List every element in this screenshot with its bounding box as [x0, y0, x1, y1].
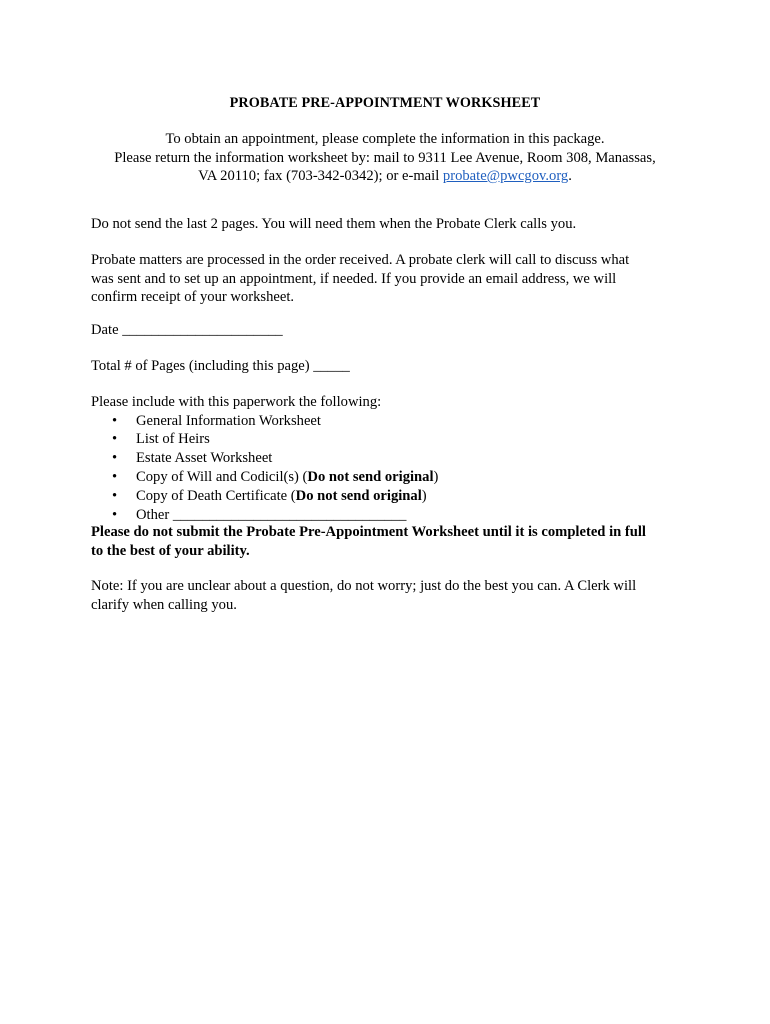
processing-line-1: Probate matters are processed in the order received. A probate clerk will call to discuss what — [91, 252, 630, 268]
list-item-text: List of Heirs — [136, 431, 210, 448]
include-section — [91, 393, 681, 525]
intro-line-3 — [80, 167, 690, 186]
list-item-text: General Information Worksheet — [136, 412, 321, 429]
intro-paragraph — [80, 130, 690, 186]
include-list — [91, 412, 681, 525]
email-link[interactable]: probate@pwcgov.org — [442, 168, 569, 184]
intro-line-1: To obtain an appointment, please complete the information in this package. — [165, 131, 605, 147]
date-field-text: Date ______________________ — [91, 322, 283, 338]
processing-line-3: confirm receipt of your worksheet. — [91, 289, 295, 305]
total-pages-text: Total # of Pages (including this page) _____ — [91, 358, 350, 374]
bullet-icon: • — [112, 469, 118, 486]
bullet-icon: • — [112, 506, 118, 523]
processing-line-2: was sent and to set up an appointment, if needed. If you provide an email address, we will — [91, 270, 617, 287]
bullet-icon: • — [112, 431, 118, 448]
date-field — [91, 321, 681, 340]
page-title: PROBATE PRE-APPOINTMENT WORKSHEET — [229, 95, 541, 111]
note-line-2: clarify when calling you. — [91, 596, 237, 613]
list-item-text: Estate Asset Worksheet — [136, 450, 273, 467]
total-pages-field — [91, 357, 681, 376]
warning-line-1: Please do not submit the Probate Pre-Appointment Worksheet until it is completed in full — [91, 524, 646, 540]
do-not-send-text: Do not send the last 2 pages. You will need them when the Probate Clerk calls you. — [91, 216, 577, 232]
list-item — [91, 468, 681, 487]
list-item — [91, 449, 681, 468]
include-heading: Please include with this paperwork the following: — [91, 394, 382, 410]
list-item-close: ) — [421, 488, 427, 505]
bullet-icon: • — [112, 488, 118, 505]
list-item-emphasis: Do not send original — [307, 469, 434, 486]
list-item-emphasis: Do not send original — [295, 488, 422, 505]
bullet-icon: • — [112, 450, 118, 467]
intro-line-3-prefix: VA 20110; fax (703-342-0342); or e-mail — [198, 168, 443, 184]
list-item — [91, 487, 681, 506]
processing-paragraph — [91, 251, 681, 307]
intro-line-2: Please return the information worksheet by: mail to 9311 Lee Avenue, Room 308, Manassas, — [114, 149, 656, 166]
warning-line-2: to the best of your ability. — [91, 542, 250, 559]
bullet-icon: • — [112, 412, 118, 429]
list-item-close: ) — [433, 469, 439, 486]
list-item — [91, 412, 681, 431]
list-item-text: Copy of Death Certificate ( — [136, 488, 296, 505]
list-item — [91, 506, 681, 525]
do-not-send-notice — [91, 215, 681, 234]
note-paragraph — [91, 577, 681, 614]
list-item-text: Other ________________________________ — [136, 506, 407, 523]
note-line-1: Note: If you are unclear about a question, do not worry; just do the best you can. A Clerk will — [91, 578, 637, 594]
warning-paragraph — [91, 523, 681, 560]
list-item-text: Copy of Will and Codicil(s) ( — [136, 469, 308, 486]
list-item — [91, 430, 681, 449]
intro-line-3-suffix: . — [568, 168, 572, 184]
